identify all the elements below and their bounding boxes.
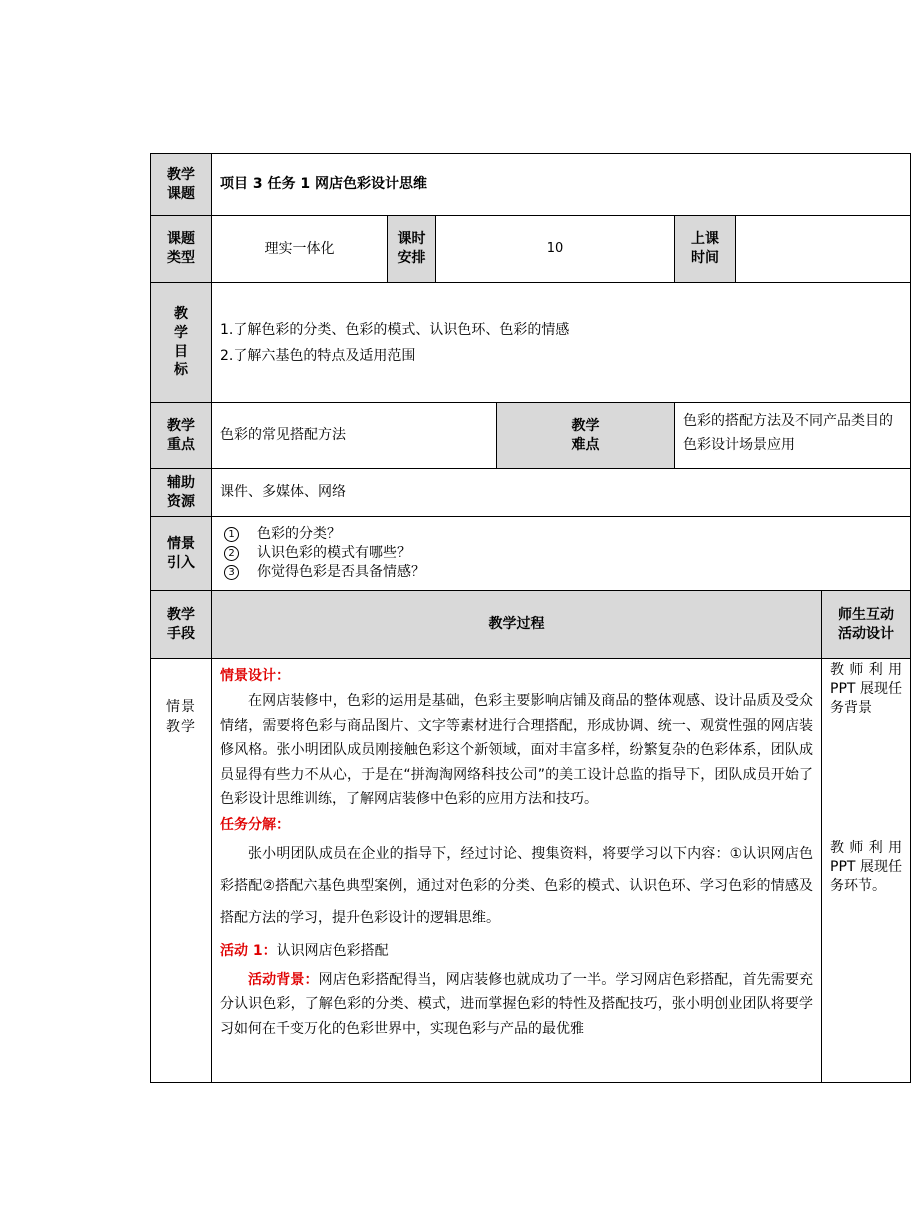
hours-label: 课时 安排: [388, 216, 436, 283]
type-label: 课题 类型: [151, 216, 212, 283]
intro-label: 情景 引入: [151, 517, 212, 591]
resources-row: [151, 469, 911, 517]
interaction-note: 教师利用 PPT 展现任务环节。: [830, 840, 903, 894]
lesson-plan-table: [150, 153, 911, 1083]
intro-item: 1 色彩的分类？: [224, 525, 902, 544]
interaction-notes: [822, 659, 911, 1083]
key-label: 教学 重点: [151, 403, 212, 469]
activity-background: [220, 968, 813, 1042]
difficulty-value: 色彩的搭配方法及不同产品类目的色彩设计场景应用: [675, 403, 911, 469]
objective-item: 2.了解六基色的特点及适用范围: [220, 347, 416, 364]
hours-value: 10: [436, 216, 675, 283]
objectives-row: [151, 283, 911, 403]
objectives-label: 教 学 目 标: [151, 283, 212, 403]
objective-item: 1.了解色彩的分类、色彩的模式、认识色环、色彩的情感: [220, 321, 570, 338]
objectives-list: [212, 283, 911, 403]
activity-name: 认识网店色彩搭配: [276, 942, 389, 959]
process-header: 教学过程: [212, 591, 822, 659]
process-side-label: 情景 教学: [151, 659, 212, 1083]
circled-number: 1: [224, 527, 239, 542]
means-header: 教学 手段: [151, 591, 212, 659]
circled-number: 2: [224, 546, 239, 561]
interaction-note: 教师利用 PPT 展现任务背景: [830, 662, 903, 716]
interact-header: 师生互动 活动设计: [822, 591, 911, 659]
key-row: [151, 403, 911, 469]
intro-list: [212, 517, 911, 591]
resources-value: 课件、多媒体、网络: [212, 469, 911, 517]
activity-title: 活动 1：: [220, 942, 277, 959]
background-text: 网店色彩搭配得当，网店装修也就成功了一半。学习网店色彩搭配，首先需要充分认识色彩，了解色彩的分类、模式，进而掌握色彩的特性及搭配技巧，张小明创业团队将要学习如何在千变万化的色彩世界中，实现色彩与产品的最优雅: [220, 971, 814, 1037]
resources-label: 辅助 资源: [151, 469, 212, 517]
intro-row: [151, 517, 911, 591]
process-row: [151, 659, 911, 1083]
background-title: 活动背景：: [248, 971, 319, 988]
process-content: [212, 659, 822, 1083]
task-text: 张小明团队成员在企业的指导下，经过讨论、搜集资料，将要学习以下内容：①认识网店色彩搭配②搭配六基色典型案例，通过对色彩的分类、色彩的模式、认识色环、学习色彩的情感及搭配方法的学习，提升色彩设计的逻辑思维。: [220, 845, 813, 926]
activity-line: [220, 934, 813, 968]
task-title: 任务分解：: [220, 816, 290, 833]
key-value: 色彩的常见搭配方法: [212, 403, 497, 469]
circled-number: 3: [224, 565, 239, 580]
type-row: [151, 216, 911, 283]
process-header-row: [151, 591, 911, 659]
time-value: [736, 216, 911, 283]
type-value: 理实一体化: [212, 216, 388, 283]
scene-text: 在网店装修中，色彩的运用是基础，色彩主要影响店铺及商品的整体观感、设计品质及受众情绪，需要将色彩与商品图片、文字等素材进行合理搭配，形成协调、统一、观赏性强的网店装修风格。张小明团队成员刚接触色彩这个新领域，面对丰富多样，纷繁复杂的色彩体系，团队成员显得有些力不从心，于是在“拼淘淘网络科技公司”的美工设计总监的指导下，团队成员开始了色彩设计思维训练，了解网店装修中色彩的应用方法和技巧。: [220, 693, 813, 807]
topic-label: 教学 课题: [151, 154, 212, 216]
difficulty-label: 教学 难点: [497, 403, 675, 469]
intro-item: 2 认识色彩的模式有哪些？: [224, 544, 902, 563]
time-label: 上课 时间: [675, 216, 736, 283]
scene-title: 情景设计：: [220, 668, 290, 684]
topic-row: [151, 154, 911, 216]
topic-value: 项目 3 任务 1 网店色彩设计思维: [212, 154, 911, 216]
intro-item: 3 你觉得色彩是否具备情感？: [224, 563, 902, 582]
